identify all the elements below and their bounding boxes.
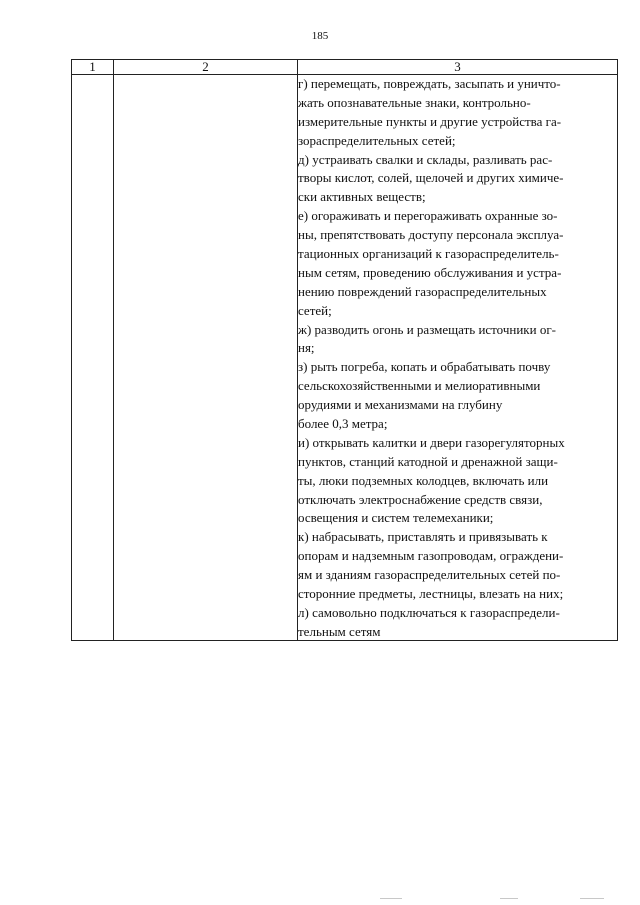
text-line: сетей;: [298, 302, 332, 318]
column-header-2: 2: [114, 60, 298, 75]
table-row: [72, 75, 618, 641]
text-line: измерительные пункты и другие устройства га-: [298, 113, 562, 129]
text-line: ны, препятствовать доступу персонала эксплуа-: [298, 227, 564, 243]
text-line: ты, люки подземных колодцев, включать или: [298, 472, 549, 488]
text-line: опорам и надземным газопроводам, ограждени-: [298, 548, 564, 564]
text-line: з) рыть погреба, копать и обрабатывать почву: [298, 359, 551, 375]
column-header-3: 3: [298, 60, 618, 75]
text-line: нению повреждений газораспределительных: [298, 283, 547, 299]
table-header-row: [72, 60, 618, 75]
text-line: зораспределительных сетей;: [298, 132, 456, 148]
column-2-cell: [114, 75, 298, 641]
scan-artifact-marks: [380, 898, 640, 901]
text-line: л) самовольно подключаться к газораспредели-: [298, 604, 560, 620]
column-1-cell: [72, 75, 114, 641]
text-line: ям и зданиям газораспределительных сетей по-: [298, 567, 561, 583]
text-line: более 0,3 метра;: [298, 416, 388, 432]
text-line: ж) разводить огонь и размещать источники ог-: [298, 321, 556, 337]
text-line: и) открывать калитки и двери газорегуляторных: [298, 434, 565, 450]
text-line: тельным сетям: [298, 623, 381, 639]
column-header-1: 1: [72, 60, 114, 75]
document-table: [71, 59, 618, 641]
text-line: освещения и систем телемеханики;: [298, 510, 494, 526]
text-line: ным сетям, проведению обслуживания и устра-: [298, 264, 562, 280]
text-line: сторонние предметы, лестницы, влезать на них;: [298, 586, 564, 602]
page-number: 185: [311, 30, 329, 42]
text-line: ня;: [298, 340, 315, 356]
text-line: отключать электроснабжение средств связи,: [298, 491, 543, 507]
text-line: жать опознавательные знаки, контрольно-: [298, 94, 531, 110]
text-line: орудиями и механизмами на глубину: [298, 397, 503, 413]
text-line: г) перемещать, повреждать, засыпать и уничто-: [298, 76, 561, 91]
text-line: д) устраивать свалки и склады, разливать рас-: [298, 151, 553, 167]
text-line: е) огораживать и перегораживать охранные зо-: [298, 208, 558, 224]
text-line: тационных организаций к газораспределитель-: [298, 246, 559, 262]
text-line: пунктов, станций катодной и дренажной защи-: [298, 453, 558, 469]
column-3-cell: [298, 75, 618, 641]
text-line: творы кислот, солей, щелочей и других химиче-: [298, 170, 564, 186]
text-line: сельскохозяйственными и мелиоративными: [298, 378, 541, 394]
text-line: к) набрасывать, приставлять и привязывать к: [298, 529, 548, 545]
text-line: ски активных веществ;: [298, 189, 426, 205]
